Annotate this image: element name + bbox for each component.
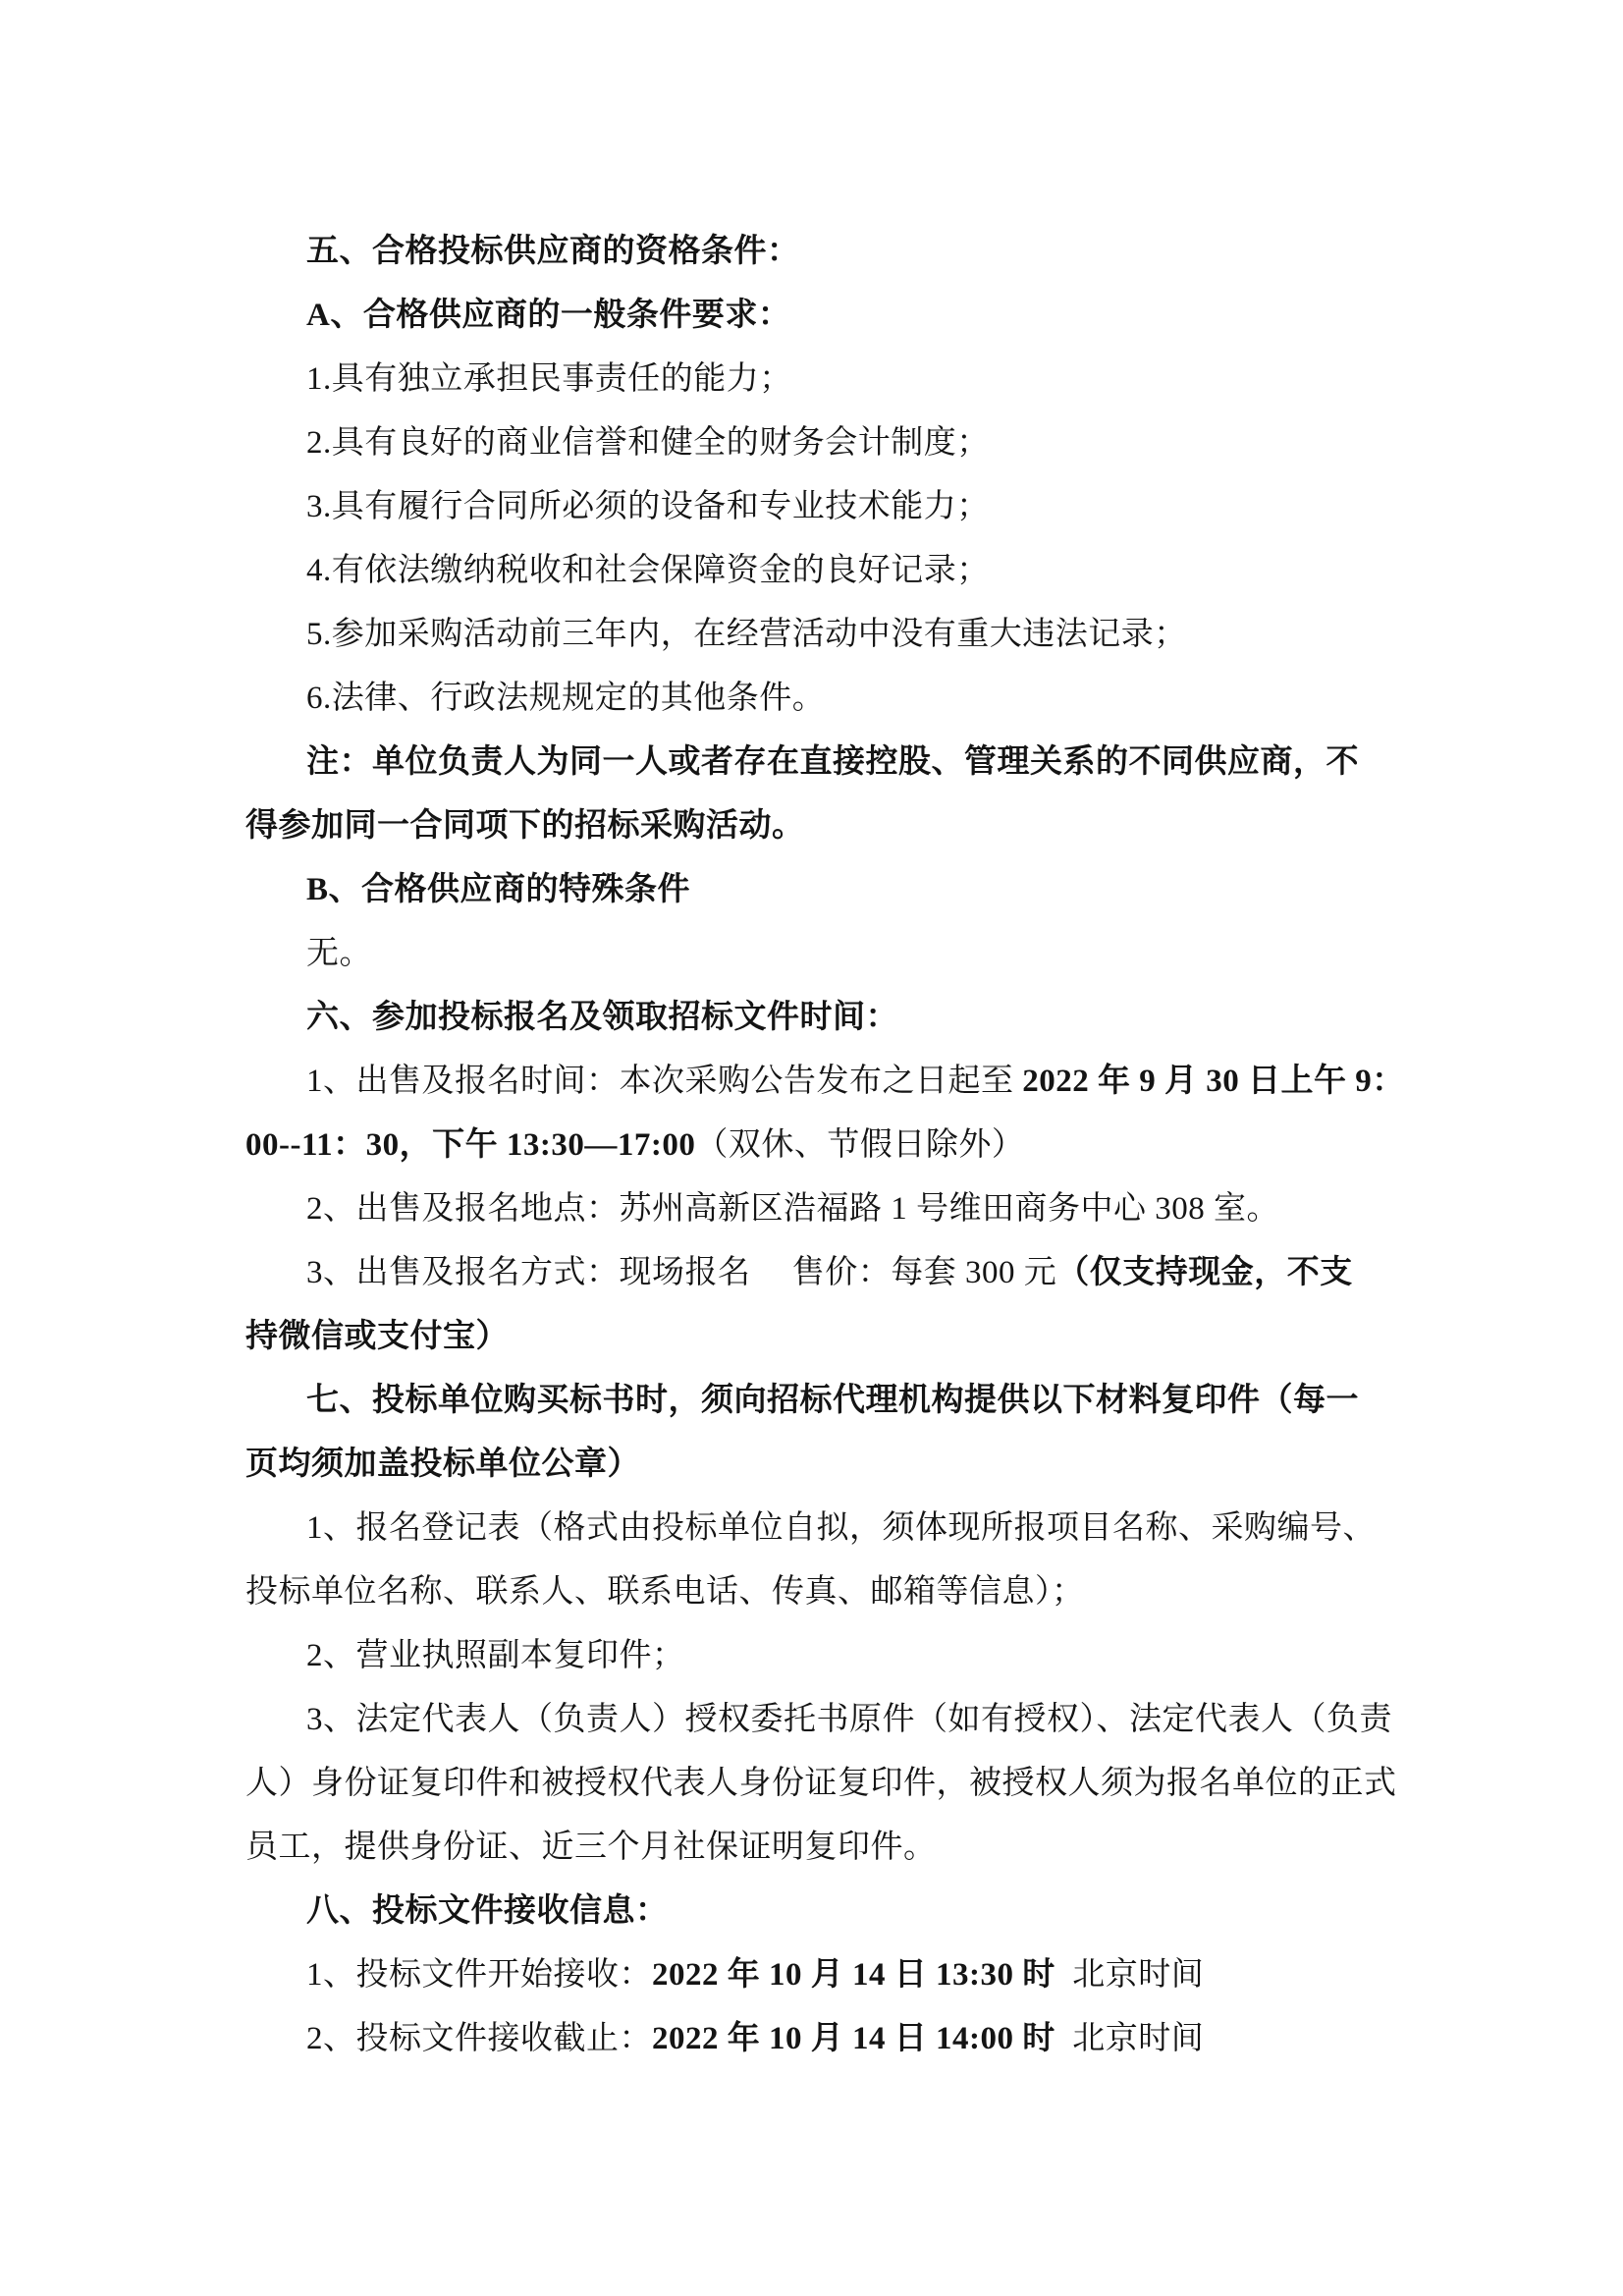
paragraph-line [245, 986, 1414, 1050]
text-run-bold: 得参加同一合同项下的招标采购活动。 [245, 808, 805, 844]
text-run-bold: 六、参加投标报名及领取招标文件时间： [306, 1000, 898, 1035]
text-run: 员工，提供身份证、近三个月社保证明复印件。 [245, 1830, 937, 1865]
text-run: 1、投标文件开始接收： [306, 1957, 652, 1993]
paragraph-line [245, 1688, 1414, 1752]
text-run: 2、投标文件接收截止： [306, 2021, 652, 2056]
text-run: 4.有依法缴纳税收和社会保障资金的良好记录； [306, 553, 990, 588]
paragraph-line [245, 1880, 1414, 1943]
paragraph-line [245, 1369, 1414, 1433]
paragraph-line [245, 1114, 1414, 1177]
paragraph-line [245, 1241, 1414, 1305]
text-run: 无。 [306, 936, 372, 971]
text-run: 2、出售及报名地点：苏州高新区浩福路 1 号维田商务中心 308 室。 [306, 1191, 1279, 1227]
text-run: 北京时间 [1055, 2021, 1205, 2056]
paragraph-line [245, 1943, 1414, 2007]
paragraph-line [245, 1560, 1414, 1624]
text-run-bold: 七、投标单位购买标书时，须向招标代理机构提供以下材料复印件（每一 [306, 1383, 1359, 1418]
document-body [245, 220, 1414, 2071]
text-run-bold: 持微信或支付宝） [245, 1319, 509, 1354]
paragraph-line [245, 220, 1414, 284]
text-run-bold: 五、合格投标供应商的资格条件： [306, 234, 800, 269]
text-run: 5.参加采购活动前三年内，在经营活动中没有重大违法记录； [306, 617, 1187, 652]
paragraph-line [245, 1433, 1414, 1497]
text-run: 1、报名登记表（格式由投标单位自拟，须体现所报项目名称、采购编号、 [306, 1510, 1376, 1546]
text-run-bold: A、合格供应商的一般条件要求： [306, 298, 791, 333]
paragraph-line [245, 603, 1414, 667]
text-run-bold: 2022 年 10 月 14 日 14:00 时 [652, 2021, 1055, 2056]
text-run-bold: 00--11：30，下午 13:30—17:00 [245, 1127, 696, 1163]
text-run: （双休、节假日除外） [695, 1127, 1025, 1163]
text-run-bold: B、合格供应商的特殊条件 [306, 872, 691, 907]
paragraph-line [245, 1816, 1414, 1880]
paragraph-line [245, 667, 1414, 731]
paragraph-line [245, 1177, 1414, 1241]
text-run: 3、法定代表人（负责人）授权委托书原件（如有授权）、法定代表人（负责 [306, 1702, 1392, 1737]
paragraph-line [245, 731, 1414, 794]
paragraph-line [245, 411, 1414, 475]
text-run: 投标单位名称、联系人、联系电话、传真、邮箱等信息）； [245, 1574, 1085, 1610]
text-run-bold: 2022 年 9 月 30 日上午 9： [1022, 1064, 1405, 1099]
text-run: 6.法律、行政法规规定的其他条件。 [306, 681, 826, 716]
text-run: 北京时间 [1055, 1957, 1205, 1993]
paragraph-line [245, 794, 1414, 858]
paragraph-line [245, 1624, 1414, 1688]
paragraph-line [245, 1752, 1414, 1816]
paragraph-line [245, 475, 1414, 539]
paragraph-line [245, 1050, 1414, 1114]
text-run-bold: 注：单位负责人为同一人或者存在直接控股、管理关系的不同供应商，不 [306, 744, 1359, 780]
text-run: 3.具有履行合同所必须的设备和专业技术能力； [306, 489, 990, 524]
paragraph-line [245, 284, 1414, 348]
text-run: 1.具有独立承担民事责任的能力； [306, 361, 792, 397]
paragraph-line [245, 539, 1414, 603]
text-run: 2.具有良好的商业信誉和健全的财务会计制度； [306, 425, 990, 461]
paragraph-line [245, 922, 1414, 986]
text-run: 2、营业执照副本复印件； [306, 1638, 685, 1673]
paragraph-line [245, 1305, 1414, 1369]
text-run: 人）身份证复印件和被授权代表人身份证复印件，被授权人须为报名单位的正式 [245, 1766, 1397, 1801]
text-run-bold: 2022 年 10 月 14 日 13:30 时 [652, 1957, 1055, 1993]
paragraph-line [245, 2007, 1414, 2071]
paragraph-line [245, 348, 1414, 411]
text-run-bold: 八、投标文件接收信息： [306, 1893, 669, 1929]
text-run: 3、出售及报名方式：现场报名 售价：每套 300 元 [306, 1255, 1057, 1290]
paragraph-line [245, 858, 1414, 922]
text-run-bold: （仅支持现金，不支 [1056, 1255, 1353, 1290]
text-run: 1、出售及报名时间：本次采购公告发布之日起至 [306, 1064, 1023, 1099]
text-run-bold: 页均须加盖投标单位公章） [245, 1447, 640, 1482]
paragraph-line [245, 1497, 1414, 1560]
